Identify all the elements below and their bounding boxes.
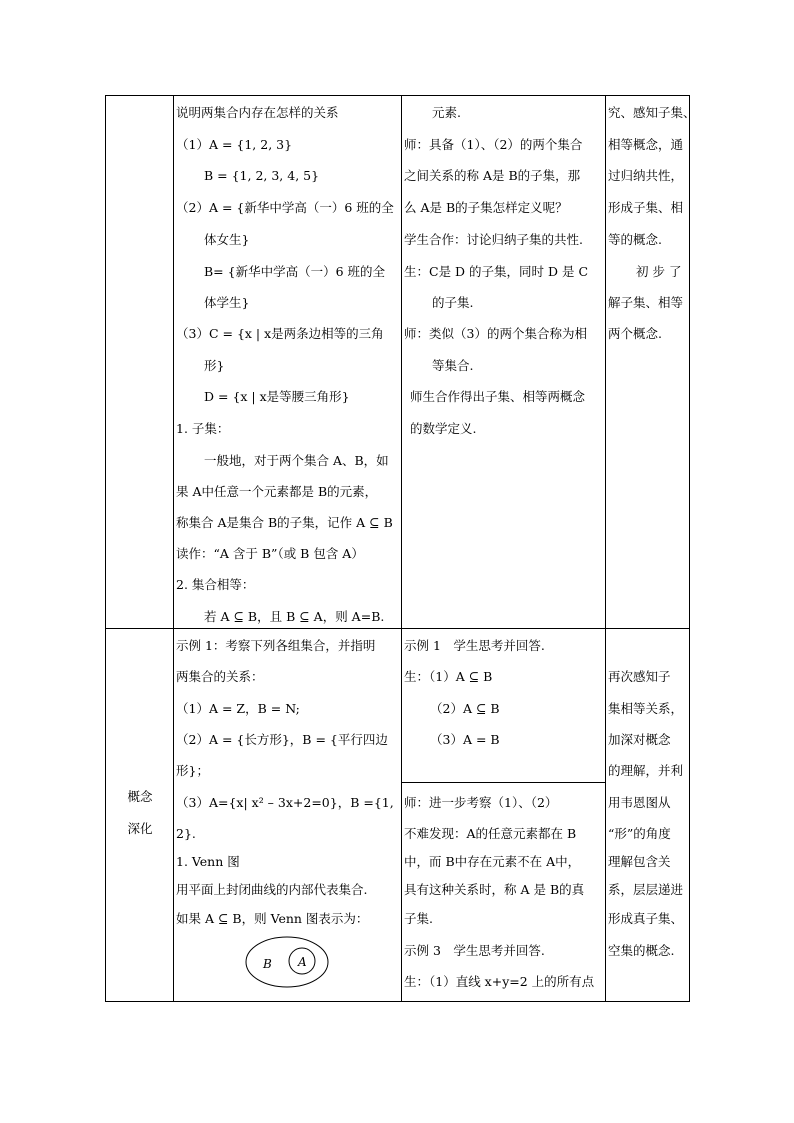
text-line: （1）A = {1, 2, 3} <box>176 137 293 152</box>
text-line: 集相等关系， <box>608 701 684 716</box>
text-line: 解子集、相等 <box>608 295 684 310</box>
stage-cell <box>106 96 174 629</box>
text-line: 的理解，并利 <box>608 763 684 778</box>
venn-label-a: A <box>298 955 307 969</box>
text-line: 生：（1）直线 x+y=2 上的所有点 <box>404 974 595 989</box>
text-line: 等集合. <box>432 358 474 373</box>
text-line: 形} <box>204 358 225 373</box>
text-line: （2）A = {长方形}，B = {平行四边 <box>176 732 388 747</box>
text-line: 的数学定义. <box>410 421 477 436</box>
text-line: 过归纳共性， <box>608 168 684 183</box>
text-line: 加深对概念 <box>608 732 671 747</box>
text-line: 相等概念，通 <box>608 137 684 152</box>
text-line: 形}； <box>176 763 209 778</box>
text-line: 学生合作：讨论归纳子集的共性. <box>404 232 583 247</box>
stage-cell <box>106 629 174 1002</box>
activity-cell <box>402 96 606 629</box>
text-line: （3）A = B <box>430 732 500 747</box>
text-line: D = {x | x是等腰三角形} <box>204 389 350 404</box>
text-line: 示例 3 学生思考并回答. <box>404 943 545 958</box>
text-line: 师生合作得出子集、相等两概念 <box>410 389 586 404</box>
stage-label: 概念 <box>127 789 153 804</box>
table-row <box>106 629 690 1002</box>
text-line: 师：类似（3）的两个集合称为相 <box>404 326 587 341</box>
lesson-plan-table <box>105 95 696 1002</box>
text-line: 2. 集合相等： <box>176 577 255 592</box>
content-cell <box>174 629 402 1002</box>
text-line: 理解包含关 <box>608 854 671 869</box>
intent-cell <box>606 629 690 1002</box>
venn-set-b <box>246 937 328 987</box>
text-line: （2）A = {新华中学高（一）6 班的全 <box>176 200 394 215</box>
text-line: “形”的角度 <box>608 826 671 841</box>
text-line: 用韦恩图从 <box>608 795 671 810</box>
text-line: 2}. <box>176 826 196 841</box>
text-line: 师：具备（1）、（2）的两个集合 <box>404 137 583 152</box>
text-line: 元素. <box>432 105 461 120</box>
text-line: 若 A ⊆ B，且 B ⊆ A，则 A=B. <box>204 609 385 624</box>
text-line: 1. Venn 图 <box>176 854 240 869</box>
text-line: 究、感知子集、 <box>608 105 696 120</box>
content-cell <box>174 96 402 629</box>
text-line: 具有这种关系时，称 A 是 B的真 <box>404 882 585 897</box>
text-line: 果 A中任意一个元素都是 B的元素， <box>176 484 378 499</box>
text-line: 形成子集、相 <box>608 200 684 215</box>
text-line: 说明两集合内存在怎样的关系 <box>176 105 339 120</box>
text-line: 体学生} <box>204 295 250 310</box>
activity-cell <box>402 629 606 1002</box>
text-line: （2）A ⊆ B <box>430 701 500 716</box>
text-line: 生：C是 D 的子集，同时 D 是 C <box>404 264 589 279</box>
text-line: 子集. <box>404 911 433 926</box>
text-line: 生：（1）A ⊆ B <box>404 669 493 684</box>
stage-label: 深化 <box>127 821 153 836</box>
text-line: （1）A = Z，B = N; <box>176 701 300 716</box>
text-line: 用平面上封闭曲线的内部代表集合. <box>176 882 368 897</box>
text-line: 么 A是 B的子集怎样定义呢？ <box>404 200 568 215</box>
text-line: 的子集. <box>432 295 474 310</box>
text-line: 两个概念. <box>608 326 662 341</box>
text-line: 如果 A ⊆ B，则 Venn 图表示为： <box>176 911 369 926</box>
text-line: 之间关系的称 A是 B的子集，那 <box>404 168 581 183</box>
venn-label-b: B <box>263 957 272 971</box>
text-line: 师：进一步考察（1）、（2） <box>404 795 558 810</box>
text-line: 1. 子集： <box>176 421 230 436</box>
text-line: 示例 1 学生思考并回答. <box>404 638 545 653</box>
text-line: 形成真子集、 <box>608 911 684 926</box>
text-line: 示例 1：考察下列各组集合，并指明 <box>176 638 376 653</box>
text-line: （3）A={x| x² – 3x+2=0}，B ={1, <box>176 795 394 810</box>
divider <box>402 782 605 783</box>
text-line: B= {新华中学高（一）6 班的全 <box>204 264 386 279</box>
table-row <box>106 96 690 629</box>
text-line: 空集的概念. <box>608 943 675 958</box>
text-line: 不难发现：A的任意元素都在 B <box>404 826 577 841</box>
text-line: 称集合 A是集合 B的子集，记作 A ⊆ B <box>176 515 393 530</box>
text-line: 一般地，对于两个集合 A、B，如 <box>204 453 389 468</box>
text-line: 再次感知子 <box>608 669 671 684</box>
text-line: 系，层层递进 <box>608 882 684 897</box>
text-line: 中，而 B中存在元素不在 A中， <box>404 854 581 869</box>
text-line: 两集合的关系： <box>176 669 264 684</box>
text-line: 体女生} <box>204 232 250 247</box>
text-line: 读作：“A 含于 B”（或 B 包含 A） <box>176 546 364 561</box>
text-line: 初 步 了 <box>636 264 682 279</box>
intent-cell <box>606 96 696 629</box>
venn-diagram <box>244 934 330 990</box>
text-line: （3）C = {x | x是两条边相等的三角 <box>176 326 384 341</box>
text-line: B = {1, 2, 3, 4, 5} <box>204 168 320 183</box>
text-line: 等的概念. <box>608 232 662 247</box>
